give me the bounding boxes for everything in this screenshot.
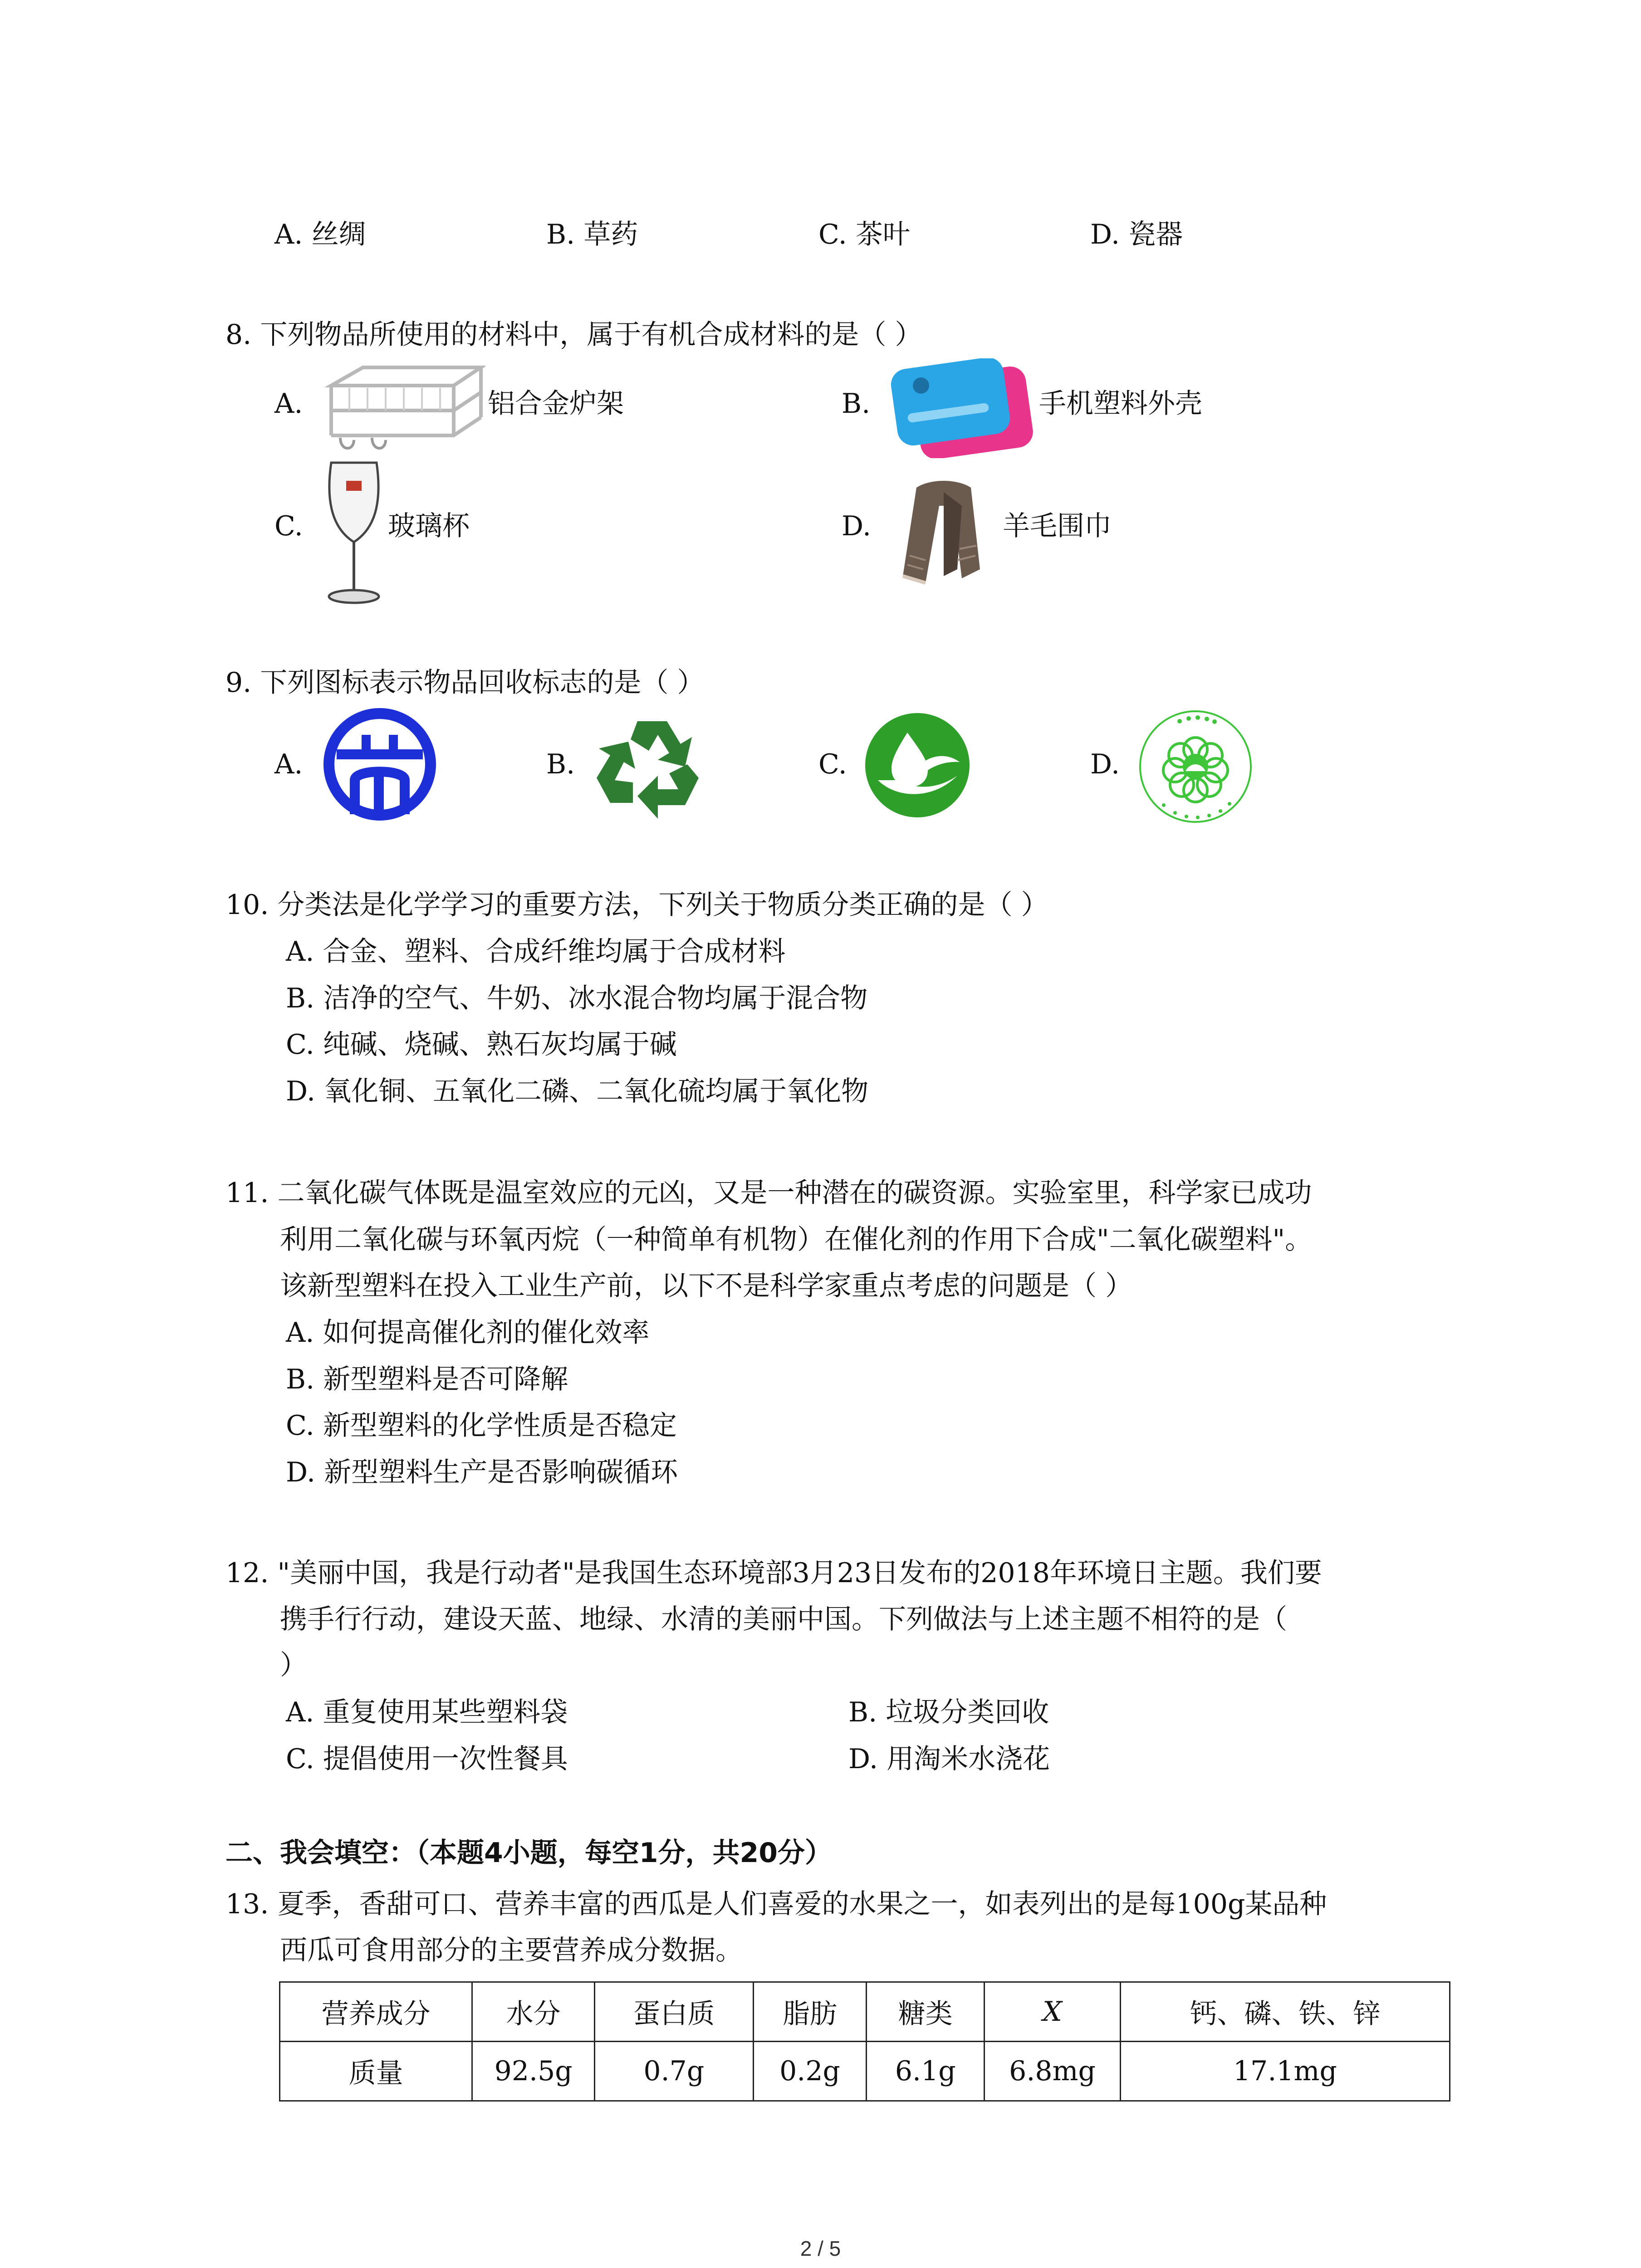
- q8-option-c-text: 玻璃杯: [388, 510, 470, 542]
- q12-option-b: B. 垃圾分类回收: [848, 1696, 1049, 1728]
- q8-option-d-text: 羊毛围巾: [1003, 510, 1112, 542]
- blue-emblem-icon: [323, 708, 436, 821]
- q7-option-a: A. 丝绸: [274, 219, 366, 250]
- q9-option-a-letter: A.: [274, 748, 303, 780]
- table-header-cell: 蛋白质: [595, 1982, 754, 2042]
- table-header-cell: 糖类: [867, 1982, 985, 2042]
- q8-option-b-letter: B.: [842, 388, 871, 420]
- q12-line-2: 携手行行动，建设天蓝、地绿、水清的美丽中国。下列做法与上述主题不相符的是（: [280, 1603, 1287, 1635]
- q8-stem: 8. 下列物品所使用的材料中，属于有机合成材料的是（ ）: [225, 319, 922, 351]
- table-cell: 0.2g: [753, 2042, 867, 2101]
- table-header-cell: 脂肪: [753, 1982, 867, 2042]
- wine-glass-icon: [320, 458, 388, 608]
- table-cell: 0.7g: [595, 2042, 754, 2101]
- q7-option-d: D. 瓷器: [1090, 219, 1183, 250]
- q12-option-c: C. 提倡使用一次性餐具: [286, 1743, 568, 1775]
- table-cell: 6.8mg: [985, 2042, 1121, 2101]
- q8-option-a-letter: A.: [274, 388, 303, 420]
- q7-option-c: C. 茶叶: [818, 219, 910, 250]
- section-2-heading: 二、我会填空：（本题4小题，每空1分，共20分）: [225, 1837, 832, 1869]
- page-number: 2 / 5: [800, 2237, 841, 2260]
- table-header-cell: 营养成分: [280, 1982, 472, 2042]
- table-row: [280, 2042, 1450, 2101]
- q12-option-d: D. 用淘米水浇花: [848, 1743, 1050, 1775]
- table-cell: 92.5g: [472, 2042, 595, 2101]
- water-saving-icon: [864, 712, 971, 819]
- q10-option-b: B. 洁净的空气、牛奶、冰水混合物均属于混合物: [286, 982, 868, 1014]
- q11-line-3: 该新型塑料在投入工业生产前，以下不是科学家重点考虑的问题是（ ）: [280, 1270, 1133, 1302]
- aluminum-rack-icon: [322, 363, 485, 454]
- q9-option-c-letter: C.: [818, 748, 847, 780]
- q12-line-3: ）: [280, 1649, 307, 1681]
- table-cell: 17.1mg: [1120, 2042, 1450, 2101]
- table-cell: 质量: [280, 2042, 472, 2101]
- q12-option-a: A. 重复使用某些塑料袋: [286, 1696, 568, 1728]
- china-environmental-labelling-icon: [1136, 708, 1254, 826]
- table-header-cell: X: [985, 1982, 1121, 2042]
- wool-scarf-icon: [889, 479, 998, 587]
- q9-option-d-letter: D.: [1090, 748, 1120, 780]
- q8-option-b-text: 手机塑料外壳: [1039, 388, 1202, 420]
- q10-option-a: A. 合金、塑料、合成纤维均属于合成材料: [286, 936, 786, 968]
- q9-option-b-letter: B.: [546, 748, 575, 780]
- table-header-row: [280, 1982, 1450, 2042]
- q7-option-b: B. 草药: [546, 219, 638, 250]
- q12-line-1: 12. "美丽中国，我是行动者"是我国生态环境部3月23日发布的2018年环境日主题。我们要: [225, 1557, 1322, 1589]
- q11-option-d: D. 新型塑料生产是否影响碳循环: [286, 1457, 678, 1488]
- q8-option-c-letter: C.: [274, 510, 303, 542]
- q10-option-d: D. 氧化铜、五氧化二磷、二氧化硫均属于氧化物: [286, 1075, 869, 1107]
- recycle-icon: [594, 710, 712, 823]
- q11-option-c: C. 新型塑料的化学性质是否稳定: [286, 1410, 677, 1442]
- q10-stem: 10. 分类法是化学学习的重要方法，下列关于物质分类正确的是（ ）: [225, 889, 1048, 921]
- q8-option-a-text: 铝合金炉架: [488, 388, 624, 420]
- q11-line-1: 11. 二氧化碳气体既是温室效应的元凶，又是一种潜在的碳资源。实验室里，科学家已成功: [225, 1177, 1312, 1209]
- table-header-cell: 钙、磷、铁、锌: [1120, 1982, 1450, 2042]
- q11-option-b: B. 新型塑料是否可降解: [286, 1364, 568, 1395]
- q9-stem: 9. 下列图标表示物品回收标志的是（ ）: [225, 667, 705, 699]
- q11-line-2: 利用二氧化碳与环氧丙烷（一种简单有机物）在催化剂的作用下合成"二氧化碳塑料"。: [280, 1224, 1313, 1256]
- q10-option-c: C. 纯碱、烧碱、熟石灰均属于碱: [286, 1029, 677, 1061]
- q8-option-d-letter: D.: [842, 510, 872, 542]
- q11-option-a: A. 如何提高催化剂的催化效率: [286, 1317, 650, 1349]
- nutrition-table: [279, 1981, 1450, 2102]
- table-cell: 6.1g: [867, 2042, 985, 2101]
- q13-line-1: 13. 夏季，香甜可口、营养丰富的西瓜是人们喜爱的水果之一，如表列出的是每100g某品种: [225, 1888, 1327, 1920]
- phone-case-icon: [889, 358, 1034, 458]
- table-header-cell: 水分: [472, 1982, 595, 2042]
- q13-line-2: 西瓜可食用部分的主要营养成分数据。: [280, 1935, 743, 1966]
